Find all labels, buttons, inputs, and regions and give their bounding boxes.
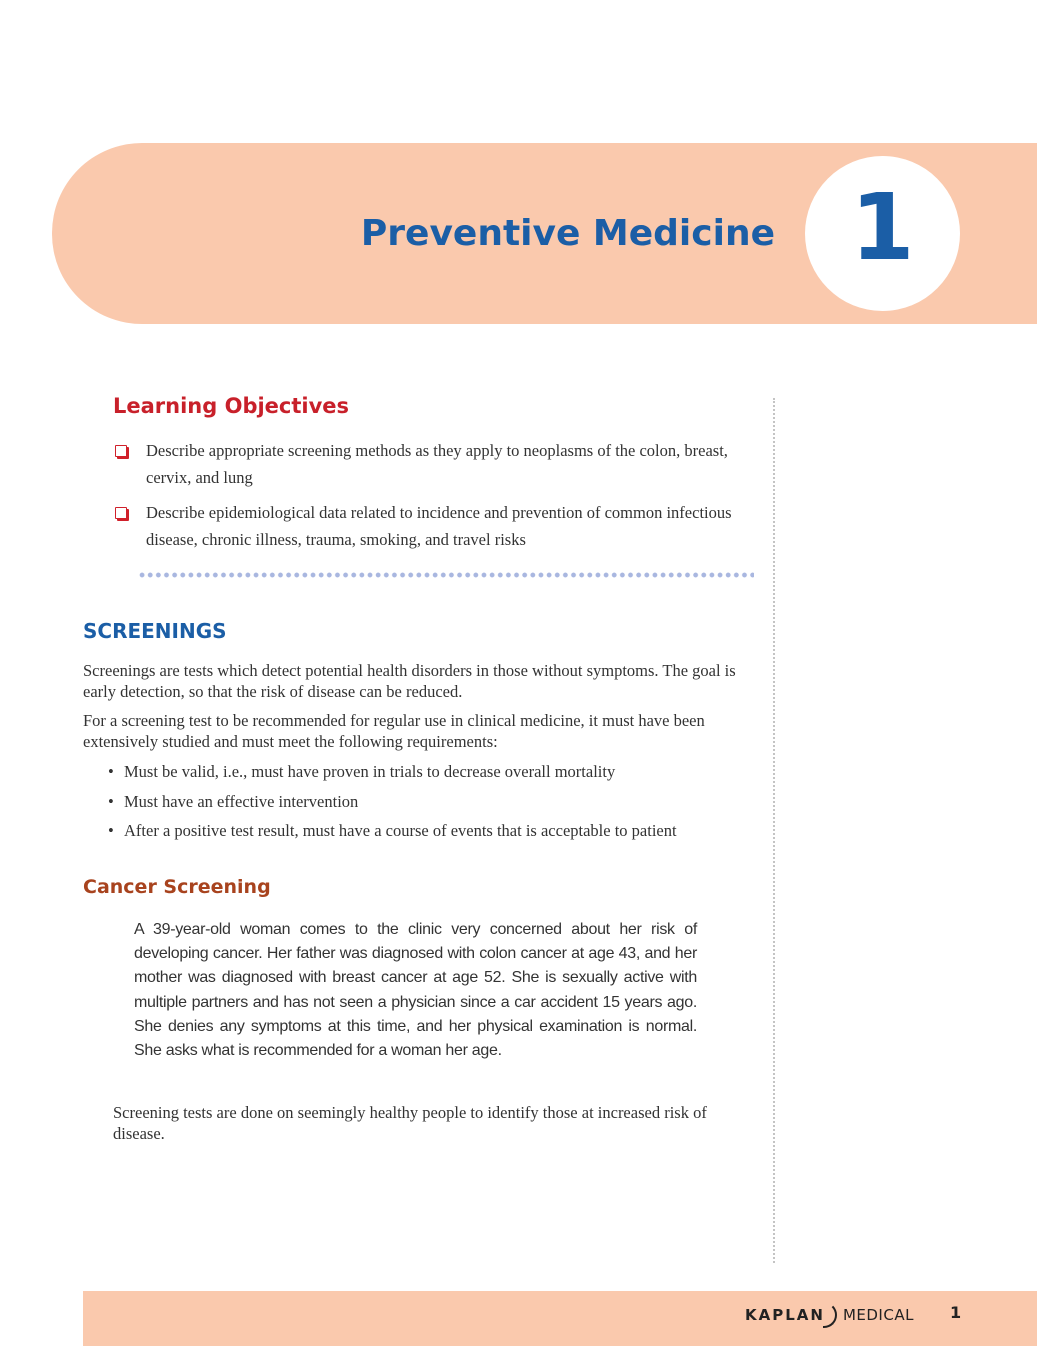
summary-text: Screening tests are done on seemingly healthy people to identify those at increased risk of disease. [113, 1103, 707, 1143]
checkbox-icon [115, 507, 127, 519]
objective-text: Describe appropriate screening methods as they apply to neoplasms of the colon, breast, cervix, and lung [146, 441, 728, 487]
list-item: • Must be valid, i.e., must have proven in trials to decrease overall mortality [106, 757, 756, 787]
page-number: 1 [950, 1303, 962, 1322]
objective-text: Describe epidemiological data related to incidence and prevention of common infectious disease, chronic illness, trauma, smoking, and travel risks [146, 503, 732, 549]
chapter-title: Preventive Medicine [360, 213, 775, 254]
list-item: • After a positive test result, must have a course of events that is acceptable to patient [106, 816, 756, 846]
chapter-number-badge [805, 156, 960, 311]
learning-objectives-list [113, 437, 743, 561]
clinical-case-text: A 39-year-old woman comes to the clinic very concerned about her risk of developing cancer. Her father was diagnosed with colon cancer at age 43, and her mother was diagnosed with breast cancer at age 52. She is sexually active with multiple partners and has not seen a physician since a car accident 15 years ago. She denies any symptoms at this time, and her physical examination is normal. She asks what is recommended for a woman her age. [134, 921, 697, 1060]
chapter-number: 1 [850, 174, 915, 281]
requirements-list [106, 757, 756, 846]
logo-arc-icon [823, 1302, 837, 1328]
learning-objectives-heading: Learning Objectives [113, 394, 350, 418]
objective-item [113, 437, 743, 491]
list-item: • Must have an effective intervention [106, 787, 756, 817]
checkbox-icon [115, 445, 127, 457]
logo-brand: KAPLAN [745, 1306, 825, 1324]
kaplan-medical-logo [745, 1302, 914, 1328]
cancer-screening-heading: Cancer Screening [83, 876, 271, 898]
screenings-heading: SCREENINGS [83, 619, 227, 643]
logo-suffix: MEDICAL [842, 1306, 914, 1324]
objective-item [113, 499, 743, 553]
section-divider [138, 572, 754, 578]
screenings-paragraph-2: For a screening test to be recommended for regular use in clinical medicine, it must have been extensively studied and must meet the following requirements: [83, 711, 705, 751]
screenings-paragraph-1: Screenings are tests which detect potential health disorders in those without symptoms. The goal is early detection, so that the risk of disease can be reduced. [83, 661, 736, 701]
margin-divider [773, 398, 775, 1263]
